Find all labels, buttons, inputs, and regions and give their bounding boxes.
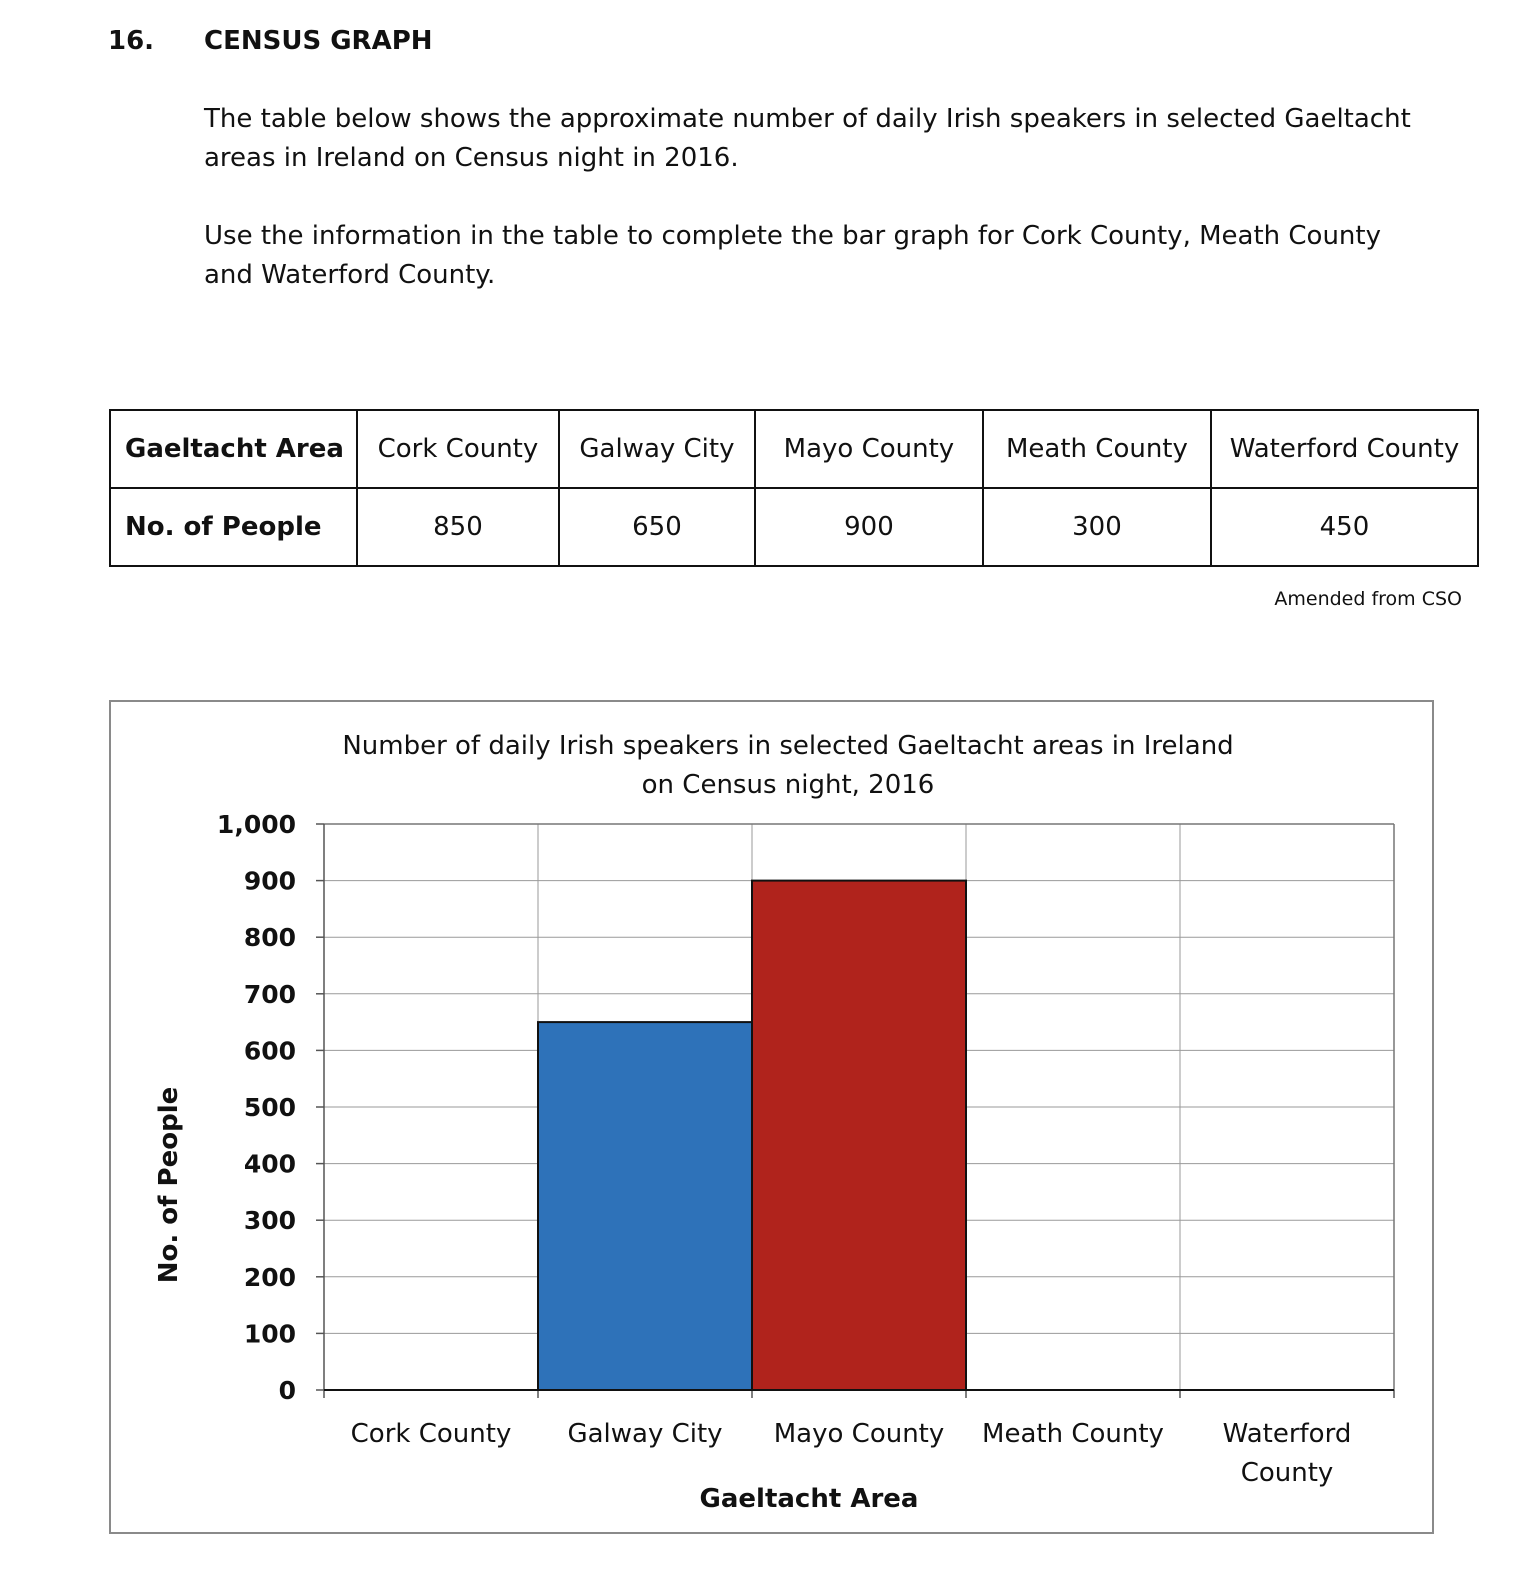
chart-title: Number of daily Irish speakers in selected Gaeltacht areas in Ireland bbox=[342, 731, 1234, 761]
x-tick-label bbox=[774, 1419, 945, 1449]
intro-paragraph: The table below shows the approximate number of daily Irish speakers in selected Gaeltacht areas in Ireland on Census night in 2016. bbox=[204, 104, 1411, 173]
chart-frame bbox=[109, 700, 1434, 1534]
table-cell: 900 bbox=[755, 488, 983, 566]
x-tick-label-line: Mayo County bbox=[773, 1419, 945, 1449]
y-tick-label: 200 bbox=[243, 1262, 296, 1292]
table-column-header: Cork County bbox=[357, 410, 559, 488]
x-tick-label-line: County bbox=[1240, 1458, 1334, 1488]
table-column-header: Meath County bbox=[983, 410, 1211, 488]
y-tick-label: 1,000 bbox=[216, 810, 296, 839]
instruction-paragraph: Use the information in the table to complete the bar graph for Cork County, Meath County and Waterford County. bbox=[204, 221, 1381, 290]
x-tick-label-line: Galway City bbox=[567, 1419, 723, 1449]
table-column-header: Waterford County bbox=[1211, 410, 1478, 488]
y-axis-label: No. of People bbox=[154, 1086, 184, 1284]
bar-mayo-county bbox=[752, 881, 966, 1390]
y-tick-label: 800 bbox=[243, 923, 296, 953]
table-cell: 450 bbox=[1211, 488, 1478, 566]
x-tick-label-line: Cork County bbox=[350, 1419, 512, 1449]
bar-galway-city bbox=[538, 1022, 752, 1390]
y-tick-label: 900 bbox=[243, 866, 296, 896]
table-row bbox=[110, 488, 1478, 566]
table-header-label: Gaeltacht Area bbox=[110, 410, 357, 488]
chart-bars bbox=[538, 881, 966, 1390]
x-tick-label-line: Meath County bbox=[982, 1419, 1164, 1449]
x-tick-label-line: Waterford bbox=[1222, 1419, 1352, 1449]
x-tick-label bbox=[351, 1419, 512, 1449]
question-number: 16. bbox=[108, 26, 155, 56]
chart-subtitle: on Census night, 2016 bbox=[641, 770, 935, 800]
y-tick-label: 100 bbox=[243, 1319, 296, 1349]
table-header-row bbox=[110, 410, 1478, 488]
question-title: CENSUS GRAPH bbox=[204, 26, 433, 56]
table-cell: 850 bbox=[357, 488, 559, 566]
y-tick-label: 400 bbox=[243, 1149, 296, 1179]
table-cell: 650 bbox=[559, 488, 755, 566]
y-tick-label: 700 bbox=[243, 979, 296, 1009]
table-column-header: Galway City bbox=[559, 410, 755, 488]
bar-chart bbox=[111, 702, 1432, 1532]
x-tick-label bbox=[567, 1419, 722, 1449]
y-tick-label: 600 bbox=[243, 1036, 296, 1066]
table-cell: 300 bbox=[983, 488, 1211, 566]
table-row-label: No. of People bbox=[110, 488, 357, 566]
x-axis-label: Gaeltacht Area bbox=[699, 1484, 919, 1514]
x-tick-label bbox=[982, 1419, 1164, 1449]
census-table bbox=[109, 409, 1479, 567]
source-note: Amended from CSO bbox=[1274, 588, 1462, 610]
x-tick-label bbox=[1223, 1419, 1352, 1488]
y-tick-label: 0 bbox=[278, 1376, 296, 1405]
table-column-header: Mayo County bbox=[755, 410, 983, 488]
y-tick-label: 300 bbox=[243, 1206, 296, 1236]
y-tick-label: 500 bbox=[243, 1093, 296, 1122]
